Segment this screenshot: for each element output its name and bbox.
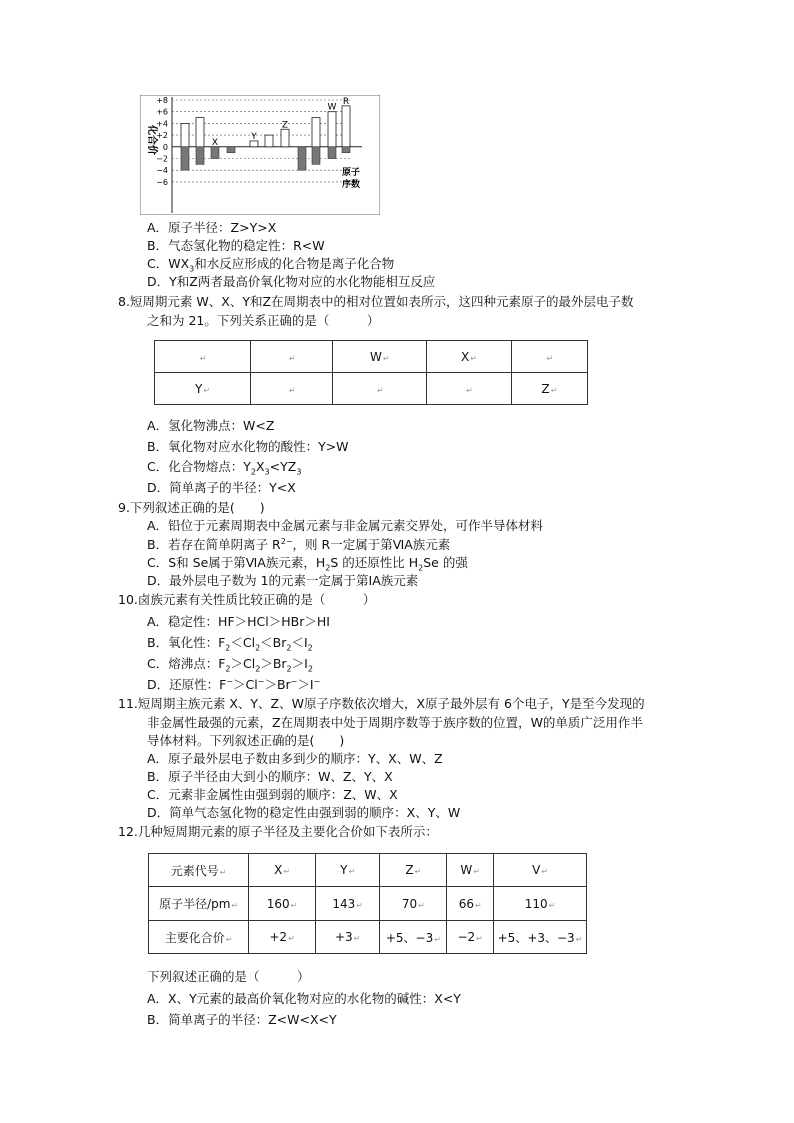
q8-cell: Z↵ bbox=[511, 373, 587, 405]
q9-stem: 9.下列叙述正确的是( ) bbox=[118, 500, 265, 515]
q8-option-c: C．化合物熔点：$Y_2X_3<YZ_3$ bbox=[147, 459, 302, 477]
negative-bar bbox=[196, 147, 204, 165]
q8-option-a: A．氢化物沸点：W<Z bbox=[147, 418, 275, 433]
q12-header-cell: Z↵ bbox=[380, 854, 447, 887]
negative-bar bbox=[227, 147, 235, 153]
q10-option-b: B．氧化性：$F_2<Cl_2<Br_2<I_2$ bbox=[147, 635, 313, 653]
q12-header-cell: 元素代号↵ bbox=[149, 854, 249, 887]
q8-cell: ↵ bbox=[427, 373, 511, 405]
q10-option-a: A．稳定性：HF＞HCl＞HBr＞HI bbox=[147, 614, 330, 629]
y-tick-label: 0 bbox=[162, 142, 168, 152]
y-axis-label: 化合价 bbox=[146, 125, 157, 155]
q12-stem: 12.几种短周期元素的原子半径及主要化合价如下表所示： bbox=[118, 824, 438, 839]
q7-option-a: A．原子半径：Z>Y>X bbox=[147, 220, 277, 235]
q12-stem-2: 下列叙述正确的是（ ） bbox=[147, 969, 310, 984]
x-axis-label-2: 序数 bbox=[342, 180, 361, 190]
q12-cell: 原子半径/pm↵ bbox=[149, 887, 249, 921]
positive-bar bbox=[265, 135, 273, 147]
y-tick-label: +2 bbox=[156, 131, 168, 141]
q11-option-c: C．元素非金属性由强到弱的顺序：Z、W、X bbox=[147, 787, 398, 802]
q12-cell: 70↵ bbox=[380, 887, 447, 921]
q8-cell: X↵ bbox=[427, 341, 511, 373]
q9-option-d: D．最外层电子数为 1的元素一定属于第ⅠA族元素 bbox=[147, 573, 419, 588]
negative-bar bbox=[328, 147, 336, 159]
q12-header-cell: X↵ bbox=[249, 854, 316, 887]
q12-cell: 143↵ bbox=[315, 887, 380, 921]
chart-bars bbox=[181, 97, 350, 170]
q12-cell: −2↵ bbox=[447, 921, 494, 954]
q10-option-c: C．熔沸点：$F_2>Cl_2>Br_2>I_2$ bbox=[147, 656, 313, 674]
q12-header-cell: W↵ bbox=[447, 854, 494, 887]
q12-option-b: B．简单离子的半径：Z<W<X<Y bbox=[147, 1012, 337, 1027]
q11-stem-line3: 导体材料。下列叙述正确的是( ) bbox=[147, 733, 345, 748]
q12-cell: 160↵ bbox=[249, 887, 316, 921]
negative-bar bbox=[312, 147, 320, 165]
q12-cell: +3↵ bbox=[315, 921, 380, 954]
q7-option-c: C．$WX_3$和水反应形成的化合物是离子化合物 bbox=[147, 256, 395, 274]
q12-cell: +5、−3↵ bbox=[380, 921, 447, 954]
q12-header-cell: Y↵ bbox=[315, 854, 380, 887]
point-label: X bbox=[211, 137, 219, 148]
q8-stem-line2: 之和为 21。下列关系正确的是（ ） bbox=[147, 313, 380, 328]
q8-cell: ↵ bbox=[333, 373, 427, 405]
q10-stem: 10.卤族元素有关性质比较正确的是（ ） bbox=[118, 592, 376, 607]
y-tick-label: +6 bbox=[156, 107, 168, 117]
point-label: R bbox=[342, 96, 350, 107]
q12-cell: 66↵ bbox=[447, 887, 494, 921]
valence-chart bbox=[140, 95, 380, 215]
q9-option-c: C．S和 Se属于第ⅥA族元素，$H_2S$ 的还原性比 $H_2Se$ 的强 bbox=[147, 555, 468, 573]
point-label: W bbox=[327, 102, 337, 113]
positive-bar bbox=[181, 123, 189, 146]
negative-bar bbox=[181, 147, 189, 170]
point-label: Y bbox=[251, 131, 257, 142]
q9-option-b: B．若存在简单阴离子 $R^{2-}$，则 R一定属于第ⅥA族元素 bbox=[147, 536, 451, 552]
q11-stem-line2: 非金属性最强的元素，Z在周期表中处于周期序数等于族序数的位置，W的单质广泛用作半 bbox=[147, 715, 643, 730]
negative-bar bbox=[211, 147, 219, 159]
x-axis-label-1: 原子 bbox=[342, 168, 361, 178]
q7-option-b: B．气态氢化物的稳定性：R<W bbox=[147, 238, 325, 253]
q8-cell: ↵ bbox=[251, 373, 333, 405]
positive-bar bbox=[328, 112, 336, 147]
q8-option-b: B．氧化物对应水化物的酸性：Y>W bbox=[147, 439, 349, 454]
q12-option-a: A．X、Y元素的最高价氧化物对应的水化物的碱性：X<Y bbox=[147, 991, 461, 1006]
q8-cell: Y↵ bbox=[155, 373, 251, 405]
q8-cell: W↵ bbox=[333, 341, 427, 373]
q12-header-cell: V↵ bbox=[494, 854, 587, 887]
q12-data-table bbox=[148, 853, 587, 954]
q12-cell: +2↵ bbox=[249, 921, 316, 954]
y-tick-label: −4 bbox=[156, 166, 168, 176]
y-tick-label: −2 bbox=[156, 154, 168, 164]
positive-bar bbox=[281, 129, 289, 147]
q10-option-d: D．还原性：F−＞Cl−＞Br−＞I− bbox=[147, 676, 321, 692]
y-tick-label: +8 bbox=[156, 96, 168, 105]
positive-bar bbox=[196, 118, 204, 147]
q11-option-b: B．原子半径由大到小的顺序：W、Z、Y、X bbox=[147, 769, 393, 784]
q9-option-a: A．铅位于元素周期表中金属元素与非金属元素交界处，可作半导体材料 bbox=[147, 518, 544, 533]
positive-bar bbox=[342, 106, 350, 147]
q8-cell: ↵ bbox=[511, 341, 587, 373]
q11-option-a: A．原子最外层电子数由多到少的顺序：Y、X、W、Z bbox=[147, 751, 443, 766]
y-tick-label: −6 bbox=[156, 177, 168, 187]
q8-option-d: D．简单离子的半径：Y<X bbox=[147, 480, 296, 495]
q12-cell: 110↵ bbox=[494, 887, 587, 921]
q11-option-d: D．简单气态氢化物的稳定性由强到弱的顺序：X、Y、W bbox=[147, 805, 461, 820]
negative-bar bbox=[298, 147, 306, 170]
point-label: Z bbox=[281, 120, 289, 131]
q12-cell: +5、+3、−3↵ bbox=[494, 921, 587, 954]
q8-cell: ↵ bbox=[251, 341, 333, 373]
q8-cell: ↵ bbox=[155, 341, 251, 373]
q7-option-d: D．Y和Z两者最高价氧化物对应的水化物能相互反应 bbox=[147, 274, 436, 289]
positive-bar bbox=[312, 118, 320, 147]
q12-cell: 主要化合价↵ bbox=[149, 921, 249, 954]
q11-stem-line1: 11.短周期主族元素 X、Y、Z、W原子序数依次增大，X原子最外层有 6个电子，Y是至今发现的 bbox=[118, 696, 645, 711]
q8-stem-line1: 8.短周期元素 W、X、Y和Z在周期表中的相对位置如表所示，这四种元素原子的最外层电子数 bbox=[118, 294, 634, 309]
negative-bar bbox=[342, 147, 350, 153]
y-tick-label: +4 bbox=[156, 119, 168, 129]
q8-periodic-table bbox=[154, 340, 588, 405]
